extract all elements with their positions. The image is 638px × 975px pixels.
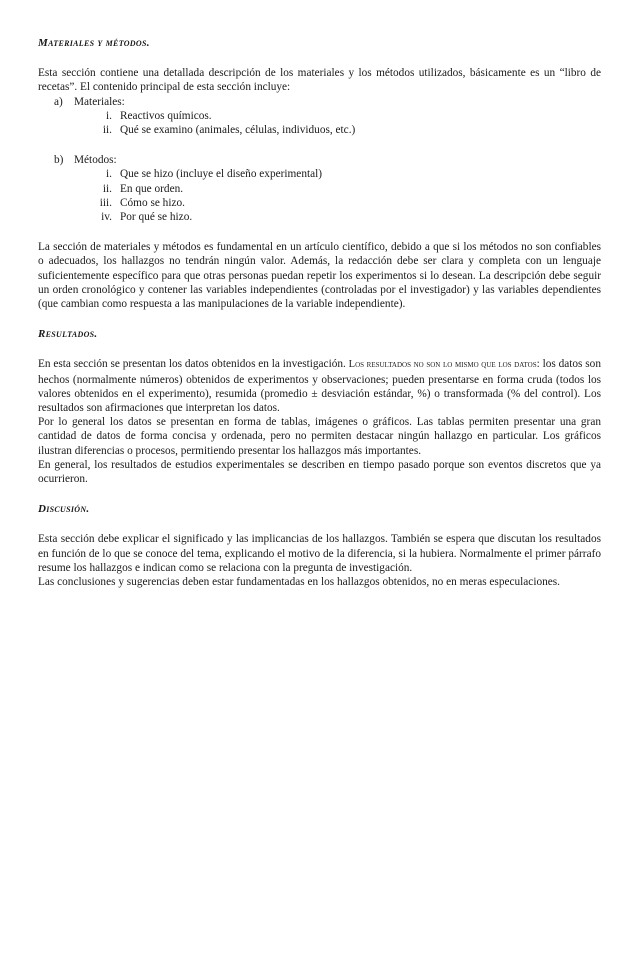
- list-label: b): [54, 154, 64, 167]
- sublist-item: [54, 123, 601, 137]
- materials-heading: Materiales y métodos.: [38, 37, 150, 49]
- materials-list: [54, 95, 601, 138]
- sublist-number: i.: [106, 168, 112, 181]
- materials-closing: La sección de materiales y métodos es fundamental en un artículo científico, debido a que si los métodos no son confiables o adecuados, los hallazgos no tendrán ningún valor. Además, la redacción debe ser clara y completa con un lenguaje suficientemente específico para que otras personas puedan repetir los experimentos si lo desean. La descripción debe seguir un orden cronológico y contener las variables independientes (controladas por el investigador) y las variables dependientes (que cambian como respuesta a las manipulaciones de la variable independiente).: [38, 241, 601, 311]
- list-label: a): [54, 95, 63, 108]
- sublist: [54, 167, 601, 224]
- sublist: [54, 109, 601, 137]
- results-paragraph-1: [38, 357, 601, 415]
- discussion-paragraph-2: Las conclusiones y sugerencias deben estar fundamentadas en los hallazgos obtenidos, no en meras especulaciones.: [38, 576, 560, 589]
- results-p1-end: : los datos son hechos (normalmente números) obtenidos de experimentos y observaciones; pueden presentarse en forma cruda (todos los valores obtenidos en el experimento), resumida (promedio ± desviación estándar, %) o transformada (% del control). Los resultados son afirmaciones que interpretan los datos.: [38, 358, 601, 415]
- sublist-number: i.: [106, 109, 112, 122]
- sublist-item: [54, 167, 601, 181]
- results-paragraph-2: Por lo general los datos se presentan en forma de tablas, imágenes o gráficos. Las tablas permiten presentar una gran cantidad de datos de forma concisa y ordenada, pero no permiten destacar ningún hallazgo en particular. Los gráficos ilustran diferencias o procesos, permitiendo presentar los hallazgos más importantes.: [38, 416, 601, 457]
- results-p1-start: En esta sección se presentan los datos obtenidos en la investigación.: [38, 358, 349, 371]
- sublist-text: Por qué se hizo.: [120, 211, 193, 224]
- methods-list: [54, 153, 601, 224]
- discussion-heading: Discusión.: [38, 503, 90, 516]
- sublist-item: [54, 210, 601, 224]
- list-item: [54, 153, 601, 167]
- sublist-item: [54, 182, 601, 196]
- materials-intro: Esta sección contiene una detallada descripción de los materiales y los métodos utilizados, básicamente es un “libro de recetas”. El contenido principal de esta sección incluye:: [38, 67, 601, 94]
- sublist-text: Que se hizo (incluye el diseño experimental): [120, 168, 323, 181]
- sublist-item: [54, 109, 601, 123]
- sublist-text: Qué se examino (animales, células, individuos, etc.): [120, 124, 356, 137]
- list-title: Materiales:: [74, 95, 125, 108]
- sublist-number: iii.: [99, 196, 112, 209]
- sublist-item: [54, 196, 601, 210]
- sublist-text: Cómo se hizo.: [120, 196, 185, 209]
- document-page: [38, 36, 601, 589]
- sublist-number: ii.: [102, 124, 112, 137]
- discussion-paragraph-1: Esta sección debe explicar el significado y las implicancias de los hallazgos. También se espera que discutan los resultados en función de lo que se conoce del tema, explicando el motivo de la diferencia, si la hubiera. Normalmente el primer párrafo resume los hallazgos e indican como se relaciona con la pregunta de investigación.: [38, 533, 601, 574]
- results-heading: Resultados.: [38, 328, 98, 341]
- sublist-number: ii.: [102, 182, 112, 195]
- list-item: [54, 95, 601, 109]
- results-p1-emphasis: Los resultados no son lo mismo que los datos: [348, 359, 537, 371]
- sublist-text: Reactivos químicos.: [120, 109, 212, 122]
- results-paragraph-3: En general, los resultados de estudios experimentales se describen en tiempo pasado porque son eventos discretos que ya ocurrieron.: [38, 458, 601, 486]
- sublist-text: En que orden.: [120, 182, 184, 195]
- list-title: Métodos:: [74, 154, 117, 167]
- sublist-number: iv.: [101, 211, 112, 224]
